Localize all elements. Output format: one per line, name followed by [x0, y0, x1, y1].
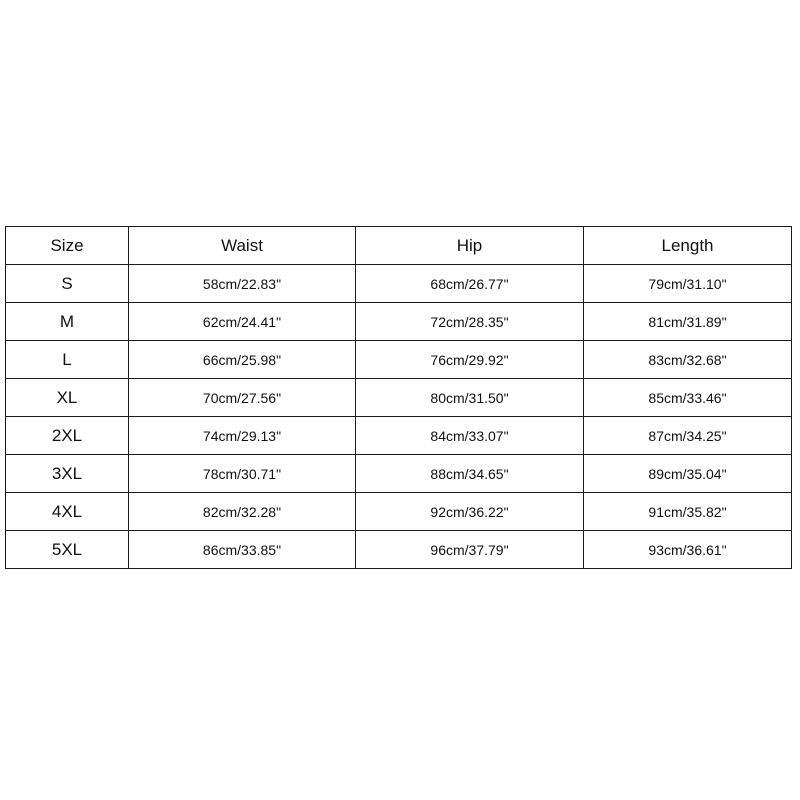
cell-hip: 72cm/28.35"	[356, 303, 584, 341]
table-row	[6, 303, 792, 341]
cell-waist: 82cm/32.28"	[129, 493, 356, 531]
cell-size: S	[6, 265, 129, 303]
size-chart-table	[5, 226, 792, 569]
cell-size: L	[6, 341, 129, 379]
header-length: Length	[584, 227, 792, 265]
cell-size: 5XL	[6, 531, 129, 569]
cell-waist: 66cm/25.98"	[129, 341, 356, 379]
cell-waist: 58cm/22.83"	[129, 265, 356, 303]
cell-waist: 70cm/27.56"	[129, 379, 356, 417]
cell-size: 2XL	[6, 417, 129, 455]
cell-hip: 88cm/34.65"	[356, 455, 584, 493]
table-header-row	[6, 227, 792, 265]
cell-size: M	[6, 303, 129, 341]
cell-length: 83cm/32.68"	[584, 341, 792, 379]
header-waist: Waist	[129, 227, 356, 265]
cell-hip: 96cm/37.79"	[356, 531, 584, 569]
table-row	[6, 531, 792, 569]
cell-hip: 92cm/36.22"	[356, 493, 584, 531]
cell-length: 91cm/35.82"	[584, 493, 792, 531]
cell-size: XL	[6, 379, 129, 417]
cell-length: 85cm/33.46"	[584, 379, 792, 417]
cell-length: 79cm/31.10"	[584, 265, 792, 303]
table-row	[6, 379, 792, 417]
table-row	[6, 493, 792, 531]
cell-length: 87cm/34.25"	[584, 417, 792, 455]
header-size: Size	[6, 227, 129, 265]
cell-hip: 80cm/31.50"	[356, 379, 584, 417]
cell-waist: 62cm/24.41"	[129, 303, 356, 341]
table-row	[6, 455, 792, 493]
cell-hip: 68cm/26.77"	[356, 265, 584, 303]
cell-size: 3XL	[6, 455, 129, 493]
cell-size: 4XL	[6, 493, 129, 531]
cell-hip: 84cm/33.07"	[356, 417, 584, 455]
cell-hip: 76cm/29.92"	[356, 341, 584, 379]
cell-waist: 74cm/29.13"	[129, 417, 356, 455]
table-row	[6, 265, 792, 303]
cell-waist: 86cm/33.85"	[129, 531, 356, 569]
cell-length: 89cm/35.04"	[584, 455, 792, 493]
table-row	[6, 341, 792, 379]
cell-length: 81cm/31.89"	[584, 303, 792, 341]
cell-waist: 78cm/30.71"	[129, 455, 356, 493]
header-hip: Hip	[356, 227, 584, 265]
table-row	[6, 417, 792, 455]
cell-length: 93cm/36.61"	[584, 531, 792, 569]
